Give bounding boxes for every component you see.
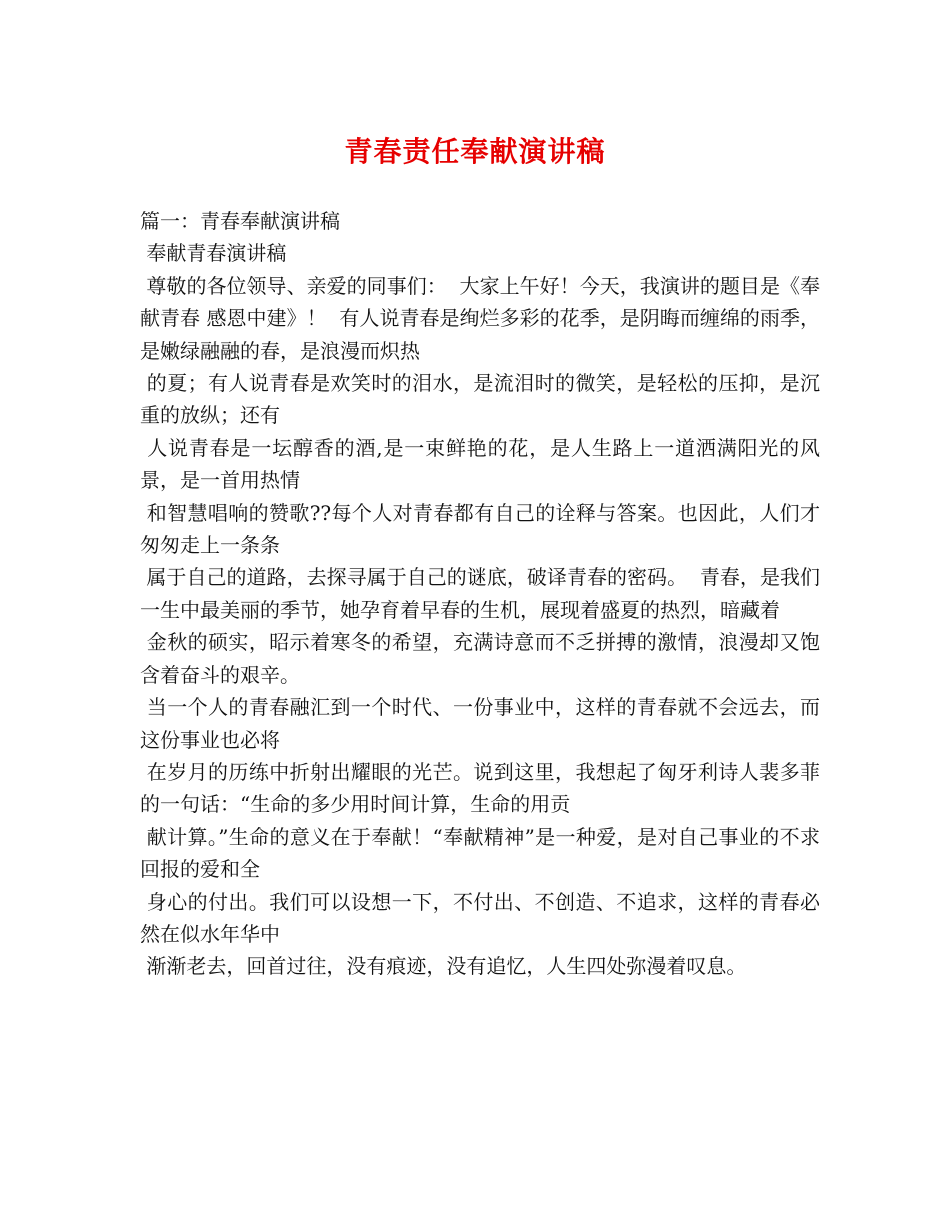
paragraph: 在岁月的历练中折射出耀眼的光芒。说到这里，我想起了匈牙利诗人裴多菲的一句话：“生命的多少用时间计算，生命的用贡 — [140, 759, 821, 817]
paragraph: 和智慧唱响的赞歌??每个人对青春都有自己的诠释与答案。也因此，人们才匆匆走上一条条 — [140, 500, 820, 558]
document-body — [140, 205, 820, 983]
paragraph: 篇一：青春奉献演讲稿 — [140, 209, 340, 233]
paragraph: 献计算。”生命的意义在于奉献！“奉献精神”是一种爱，是对自己事业的不求回报的爱和全 — [140, 824, 820, 882]
paragraph: 属于自己的道路，去探寻属于自己的谜底，破译青春的密码。 青春，是我们一生中最美丽的季节，她孕育着早春的生机，展现着盛夏的热烈，暗藏着 — [140, 565, 821, 622]
paragraph: 人说青春是一坛醇香的酒,是一束鲜艳的花，是人生路上一道洒满阳光的风景，是一首用热情 — [140, 435, 820, 493]
paragraph: 渐渐老去，回首过往，没有痕迹，没有追忆，人生四处弥漫着叹息。 — [140, 954, 747, 979]
document-title: 青春责任奉献演讲稿 — [344, 135, 606, 168]
paragraph: 的夏；有人说青春是欢笑时的泪水，是流泪时的微笑，是轻松的压抑，是沉重的放纵；还有 — [140, 371, 821, 428]
paragraph: 奉献青春演讲稿 — [140, 241, 287, 266]
paragraph: 身心的付出。我们可以设想一下，不付出、不创造、不追求，这样的青春必然在似水年华中 — [140, 889, 821, 946]
paragraph: 当一个人的青春融汇到一个时代、一份事业中，这样的青春就不会远去，而这份事业也必将 — [140, 695, 821, 752]
paragraph: 尊敬的各位领导、亲爱的同事们： 大家上午好！今天，我演讲的题目是《奉献青春 感恩中建》！ 有人说青春是绚烂多彩的花季，是阴晦而缠绵的雨季，是嫩绿融融的春，是浪漫而炽热 — [140, 273, 821, 363]
paragraph: 金秋的硕实，昭示着寒冬的希望，充满诗意而不乏拼搏的激情，浪漫却又饱含着奋斗的艰辛。 — [140, 630, 821, 687]
